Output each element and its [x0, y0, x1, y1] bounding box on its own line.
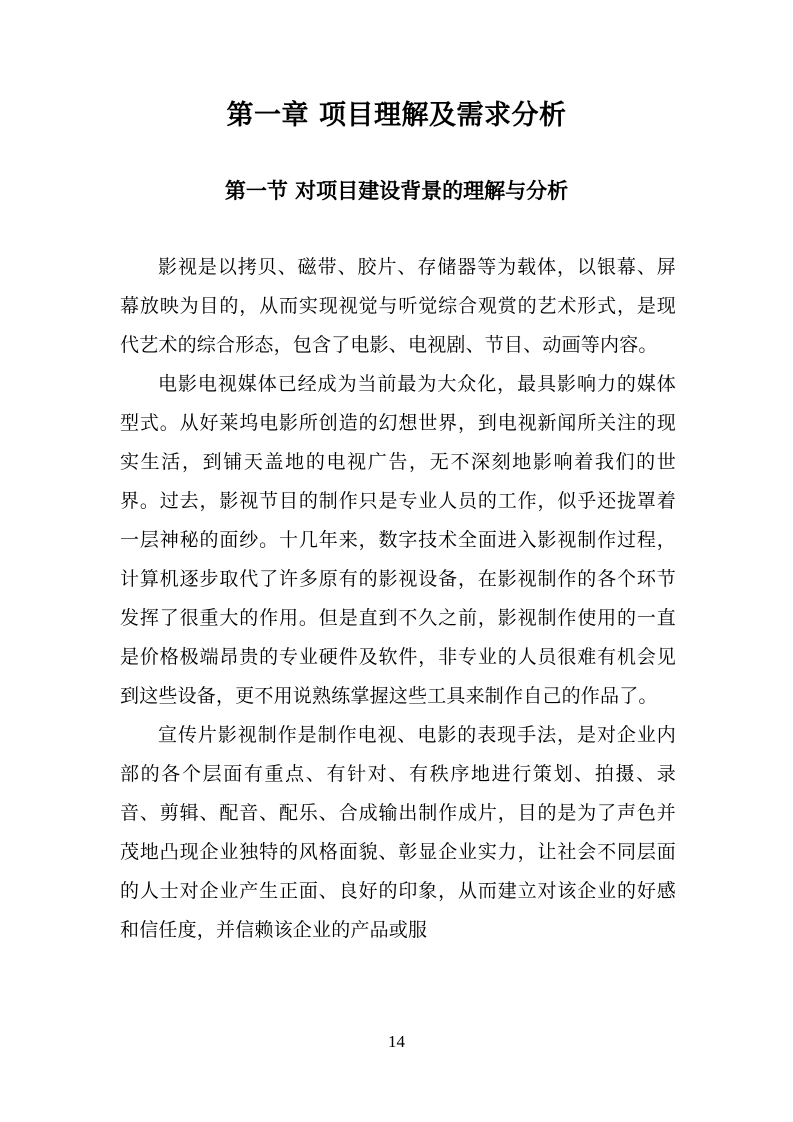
- page-number: 14: [388, 1032, 405, 1051]
- body-text: [120, 248, 676, 950]
- paragraph-2: 电影电视媒体已经成为当前最为大众化，最具影响力的媒体型式。从好莱坞电影所创造的幻想世界，到电视新闻所关注的现实生活，到铺天盖地的电视广告，无不深刻地影响着我们的世界。过去，影视节目的制作只是专业人员的工作，似乎还拢罩着一层神秘的面纱。十几年来，数字技术全面进入影视制作过程，计算机逐步取代了许多原有的影视设备，在影视制作的各个环节发挥了很重大的作用。但是直到不久之前，影视制作使用的一直是价格极端昂贵的专业硬件及软件，非专业的人员很难有机会见到这些设备，更不用说熟练掌握这些工具来制作自己的作品了。: [120, 373, 676, 707]
- paragraph-3: 宣传片影视制作是制作电视、电影的表现手法，是对企业内部的各个层面有重点、有针对、有秩序地进行策划、拍摄、录音、剪辑、配音、配乐、合成输出制作成片，目的是为了声色并茂地凸现企业独特的风格面貌、彰显企业实力，让社会不同层面的人士对企业产生正面、良好的印象，从而建立对该企业的好感和信任度，并信赖该企业的产品或服: [120, 724, 676, 941]
- chapter-title: 第一章 项目理解及需求分析: [226, 100, 567, 131]
- section-title: 第一节 对项目建设背景的理解与分析: [224, 179, 569, 203]
- paragraph-1: 影视是以拷贝、磁带、胶片、存储器等为载体，以银幕、屏幕放映为目的，从而实现视觉与听觉综合观赏的艺术形式，是现代艺术的综合形态，包含了电影、电视剧、节目、动画等内容。: [120, 256, 676, 356]
